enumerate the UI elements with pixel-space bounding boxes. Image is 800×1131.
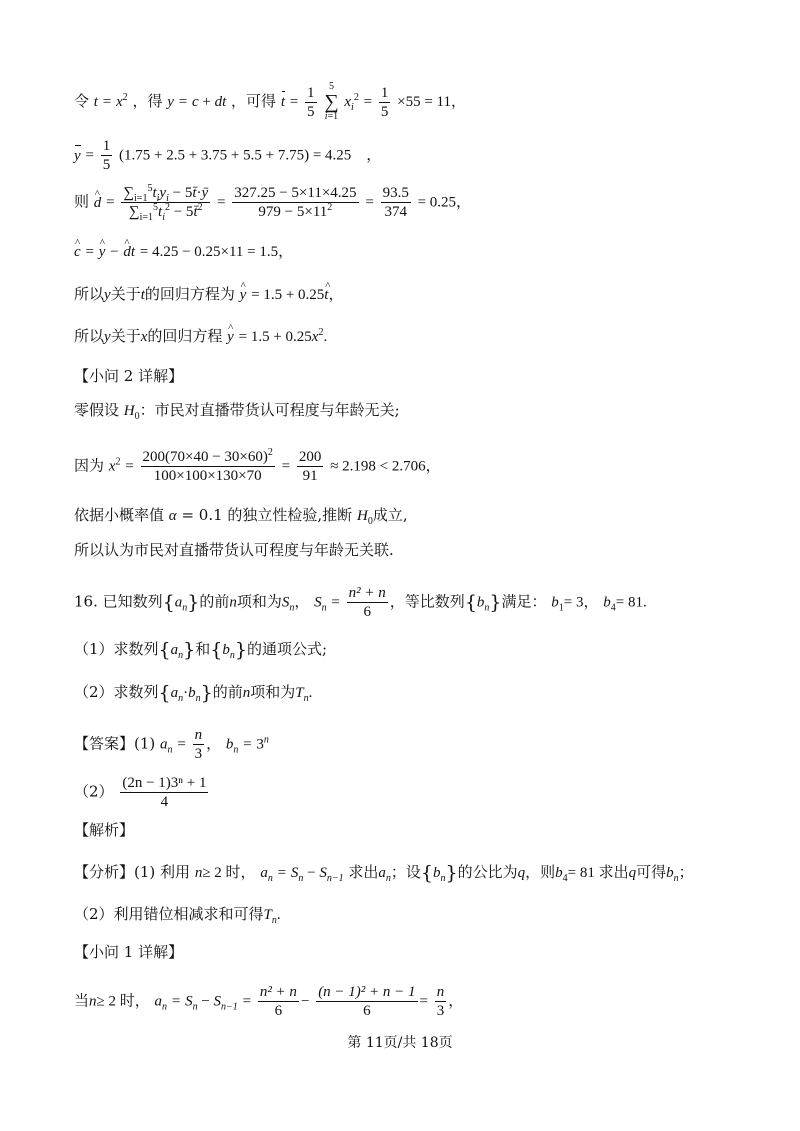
problem-16-statement: 16. 已知数列$\{a_n\}$的前n项和为$S_n$， $S_n$ = $\frac{\text{n² + n}}{6}$ ，等比数列$\{b_n\}$满足： $b_1= 3$， $b_4= 81$. — [74, 585, 647, 620]
numerator: (n − 1)² + n − 1 — [318, 984, 416, 1000]
text: 求出 — [348, 863, 379, 881]
text: 的公比为 — [457, 863, 518, 881]
text: 16. 已知数列 — [74, 592, 163, 611]
answer-part-2 — [74, 774, 210, 811]
denominator: 979 − 5×11 — [258, 204, 328, 220]
denominator: 6 — [363, 604, 371, 620]
text: 满足： — [501, 592, 547, 611]
numerator: n² + n — [259, 984, 297, 1000]
numerator: n — [436, 984, 445, 1000]
text: 的回归方程 — [147, 327, 223, 345]
text: 的前 — [212, 683, 243, 701]
problem-16-part-2: （2）求数列$\{a_n\cdot b_n\}$的前n项和为$T_n$. — [74, 682, 313, 704]
line-independence-test: 依据小概率值 α = 0.1 的独立性检验,推断 $H_0$成立, — [74, 506, 408, 527]
text: （2） — [74, 782, 114, 801]
text: ， — [206, 734, 222, 753]
numerator: 200(70×40 − 30×60) — [142, 449, 268, 465]
numerator: (2n − 1)3ⁿ + 1 — [122, 775, 207, 791]
line-analysis-method: 【分析】(1) 利用 n≥ 2 时， $a_n = S_n - S_{n-1}$ 求出$a_n$；设$\{b_n\}$的公比为q，则$b_4= 81$ 求出q可得$b_n$； — [74, 862, 694, 884]
text: = 1.5 + 0.25 — [238, 329, 312, 345]
text: = 81 求出 — [567, 865, 629, 881]
text: (1.75 + 2.5 + 3.75 + 5.5 + 7.75) = 4.25 ， — [118, 147, 382, 164]
line-conclusion: 所以认为市民对直播带货认可程度与年龄无关联. — [74, 541, 394, 559]
text: 依据小概率值 — [74, 506, 165, 524]
text: ≈ 2.198 < 2.706， — [330, 458, 441, 475]
numerator: n² + n — [348, 585, 386, 601]
text: = 1.5 + 0.25 — [251, 287, 325, 303]
text: 【分析】(1) 利用 — [74, 863, 191, 881]
text: ，得 — [132, 92, 163, 110]
text: = 81. — [615, 594, 647, 611]
page-footer: 第 11页/共 18页 — [347, 1035, 453, 1051]
text: 零假设 — [74, 401, 120, 419]
text: 和 — [195, 640, 211, 658]
heading-analysis: 【解析】 — [74, 821, 135, 839]
denominator: 6 — [274, 1003, 283, 1019]
text: 的通项公式; — [246, 640, 327, 658]
line-regression-x: 所以y关于x的回归方程 ^ $y = 1.5 + 0.25x^2$. — [74, 326, 327, 347]
text: 【答案】(1) — [74, 734, 156, 753]
problem-16-part-1: （1）求数列$\{a_n\}$和$\{b_n\}$的通项公式; — [74, 639, 327, 661]
text: ； — [678, 863, 694, 881]
text: = 4.25 − 0.25×11 = 1.5， — [139, 244, 294, 260]
text: 因为 — [74, 456, 105, 475]
text: 所以 — [74, 285, 105, 303]
text: ≥ 2 时， — [96, 993, 150, 1010]
line-y-mean: y = $\frac{1}{5}$ (1.75 + 2.5 + 3.75 + 5.5 + 7.75) = 4.25 ， — [74, 138, 382, 173]
text: 可得 — [636, 863, 667, 881]
numerator: n — [194, 727, 203, 743]
text: 的前 — [199, 592, 230, 611]
text: 所以 — [74, 327, 105, 345]
text: 则 — [74, 192, 90, 211]
text: ；设 — [390, 863, 421, 881]
text: = 0.1 的独立性检验,推断 — [181, 506, 353, 524]
text: 关于 — [110, 285, 141, 303]
line-an-derivation: 当n≥ 2 时， $a_n = S_n - S_{n-1}$ = $\frac{\text{n² + n}}{6}$ − $\frac{\text{(n − 1)² + n − 1}}{6}$ = $\frac{n}{3}$ ， — [74, 984, 464, 1019]
text: ，可得 — [231, 92, 277, 110]
numerator: 200 — [298, 449, 322, 465]
text: 成立, — [372, 506, 408, 524]
line-regression-t: 所以y关于t的回归方程为 ^ y = 1.5 + 0.25^ t， — [74, 284, 343, 305]
denominator: 3 — [436, 1003, 445, 1019]
denominator: 3 — [194, 746, 203, 762]
subheading-q1-detail: 【小问 1 详解】 — [74, 943, 184, 961]
text: （2）求数列 — [74, 683, 159, 701]
line-analysis-part-2: （2）利用错位相减求和可得$T_n$. — [74, 905, 281, 926]
text: 令 — [74, 92, 90, 110]
line-null-hypothesis: 零假设 $H_0$：市民对直播带货认可程度与年龄无关; — [74, 401, 400, 422]
text: ， — [448, 991, 464, 1010]
line-c-hat: ^ c = ^ y − ^ dt = 4.25 − 0.25×11 = 1.5， — [74, 241, 293, 262]
text: ：市民对直播带货认可程度与年龄无关; — [139, 401, 400, 419]
subheading-q2-detail: 【小问 2 详解】 — [74, 367, 184, 385]
denominator: 4 — [160, 794, 169, 810]
text: = 3， — [563, 594, 599, 611]
text: ，则 — [525, 863, 556, 881]
answer-part-1: 【答案】(1) $a_n$ = $\frac{n}{3}$ ， $b_n = 3^n$ — [74, 727, 269, 762]
text: ×55 = 11， — [397, 94, 467, 110]
denominator: 91 — [302, 468, 318, 484]
text: 项和为 — [250, 683, 296, 701]
numerator: 93.5 — [382, 185, 409, 201]
line-chi-square: 因为 $x^2$ = $\frac{200(70\times 40 - 30\times 60)^2}{100\times 100\times 130\times 70}$ = $\frac{200}{91}$ ≈ 2.198 < 2.706， — [74, 447, 441, 484]
text: 关于 — [110, 327, 141, 345]
text: （2）利用错位相减求和可得 — [74, 905, 264, 923]
text: 的回归方程为 — [144, 285, 235, 303]
numerator: 327.25 − 5×11×4.25 — [234, 185, 357, 201]
text: 项和为 — [236, 592, 282, 611]
line-d-hat: 则 ^ d = $\frac{\sum_{i=1}^5t_iy_i - 5t̄\cdot ȳ}{\sum_{i=1}^5t_i^2 - 5t̄^2}$ = $\frac{327.25 - 5\times 11\times 4.25}{979 - 5\times 11^2}$ = $\frac{93.5}{374}$ = 0.25， — [74, 184, 471, 221]
denominator: 100×100×130×70 — [153, 468, 262, 484]
text: ，等比数列 — [389, 592, 465, 611]
text: ， — [294, 592, 310, 611]
text: = 0.25， — [417, 194, 472, 211]
denominator: 6 — [363, 1003, 371, 1019]
denominator: 374 — [384, 204, 407, 220]
text: 当 — [74, 991, 90, 1010]
text: ≥ 2 时， — [202, 865, 256, 881]
text: （1）求数列 — [74, 640, 159, 658]
line-substitution: 令 $t = x^2$ ，得 y = c + dt ，可得 t = $\frac{1}{5}$ 5 ∑ i=1 $x_i^2$ = $\frac{1}{5}$ ×55 = 11， — [74, 81, 467, 122]
